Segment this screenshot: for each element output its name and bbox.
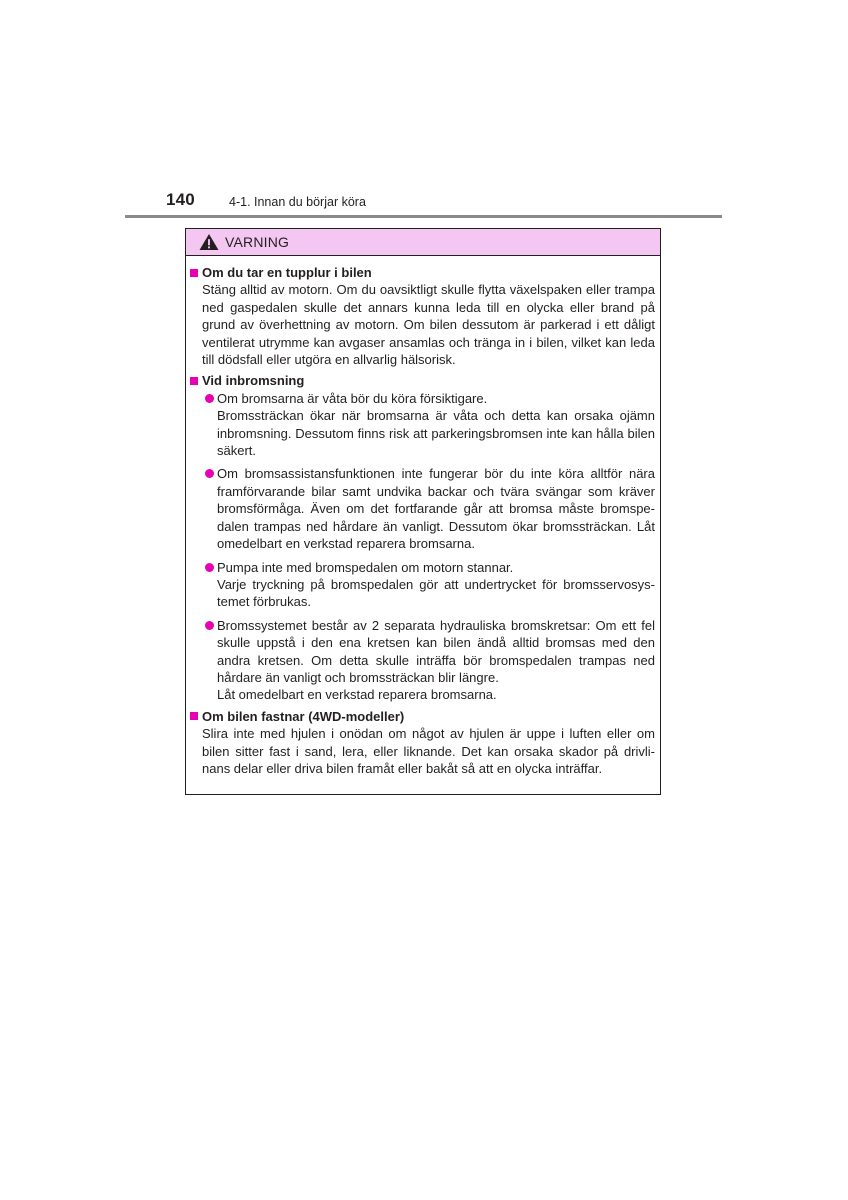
- section-title: 4-1. Innan du börjar köra: [229, 195, 366, 209]
- circle-bullet-icon: [205, 469, 214, 478]
- page-number: 140: [166, 190, 195, 209]
- circle-bullet-icon: [205, 394, 214, 403]
- section-heading: [190, 708, 655, 725]
- section-heading-text: Om du tar en tupplur i bilen: [202, 265, 372, 280]
- section-braking: [190, 372, 655, 703]
- bullet-lead: Bromssystemet består av 2 separata hydrauliska bromskretsar: Om ett fel skulle uppstå i den ena kretsen kan bilen ändå alltid bromsas med den andra kretsen. Om detta skulle inträffa bör bromspedalen trampas ned hårdare än vanligt och bromssträckan blir längre.: [217, 617, 655, 685]
- header-rule: [125, 215, 722, 218]
- bullet-lead: Om bromsarna är våta bör du köra försiktigare.: [217, 390, 488, 406]
- square-bullet-icon: [190, 269, 198, 277]
- bullet-body: Varje tryckning på bromspedalen gör att undertrycket för bromsservosys-temet förbrukas.: [217, 576, 655, 610]
- bullet-body: Bromssträckan ökar när bromsarna är våta och detta kan orsaka ojämn inbromsning. Dessutom finns risk att parkeringsbromsen inte kan hålla bilen säkert.: [217, 408, 655, 459]
- bullet-body: Låt omedelbart en verkstad reparera bromsarna.: [217, 687, 497, 703]
- warning-header: [186, 229, 660, 256]
- square-bullet-icon: [190, 377, 198, 385]
- bullet-item: [217, 390, 655, 460]
- section-stuck: [190, 708, 655, 778]
- warning-box: [185, 228, 661, 795]
- warning-label: VARNING: [225, 234, 290, 250]
- warning-content: [186, 256, 660, 777]
- bullet-item: [217, 465, 655, 552]
- section-paragraph: Slira inte med hjulen i onödan om något av hjulen är uppe i luften eller om bilen sitter fast i sand, lera, eller liknande. Det kan orsaka skador på drivli-nans delar eller driva bilen framåt eller bakåt så att en olycka inträffar.: [202, 726, 655, 776]
- section-heading-text: Vid inbromsning: [202, 373, 305, 389]
- bullet-item: [217, 617, 655, 704]
- bullet-lead: Pumpa inte med bromspedalen om motorn stannar.: [217, 559, 514, 575]
- square-bullet-icon: [190, 712, 198, 720]
- section-nap: [190, 264, 655, 368]
- warning-triangle-icon: [198, 233, 220, 251]
- section-heading-text: Om bilen fastnar (4WD-modeller): [202, 708, 405, 724]
- bullet-lead: Om bromsassistansfunktionen inte fungerar bör du inte köra alltför nära framförvarande bilar samt undvika backar och tvära svängar som kräver bromsförmåga. Även om det fortfarande går att bromsa måste bromspe-dalen trampas ned hårdare än vanligt. Dessutom ökar bromssträckan. Låt omedelbart en verkstad reparera bromsarna.: [217, 466, 655, 552]
- bullet-item: [217, 559, 655, 611]
- section-heading: [190, 372, 655, 389]
- circle-bullet-icon: [205, 563, 214, 572]
- section-heading: [190, 264, 655, 281]
- circle-bullet-icon: [205, 621, 214, 630]
- section-paragraph: Stäng alltid av motorn. Om du oavsiktligt skulle flytta växelspaken eller trampa ned gaspedalen skulle det annars kunna leda till en olycka eller brand på grund av överhettning av motorn. Om bilen dessutom är parkerad i ett dåligt ventilerat utrymme kan avgaser ansamlas och tränga in i bilen, vilket kan leda till dödsfall eller utgöra en allvarlig hälsorisk.: [202, 282, 655, 368]
